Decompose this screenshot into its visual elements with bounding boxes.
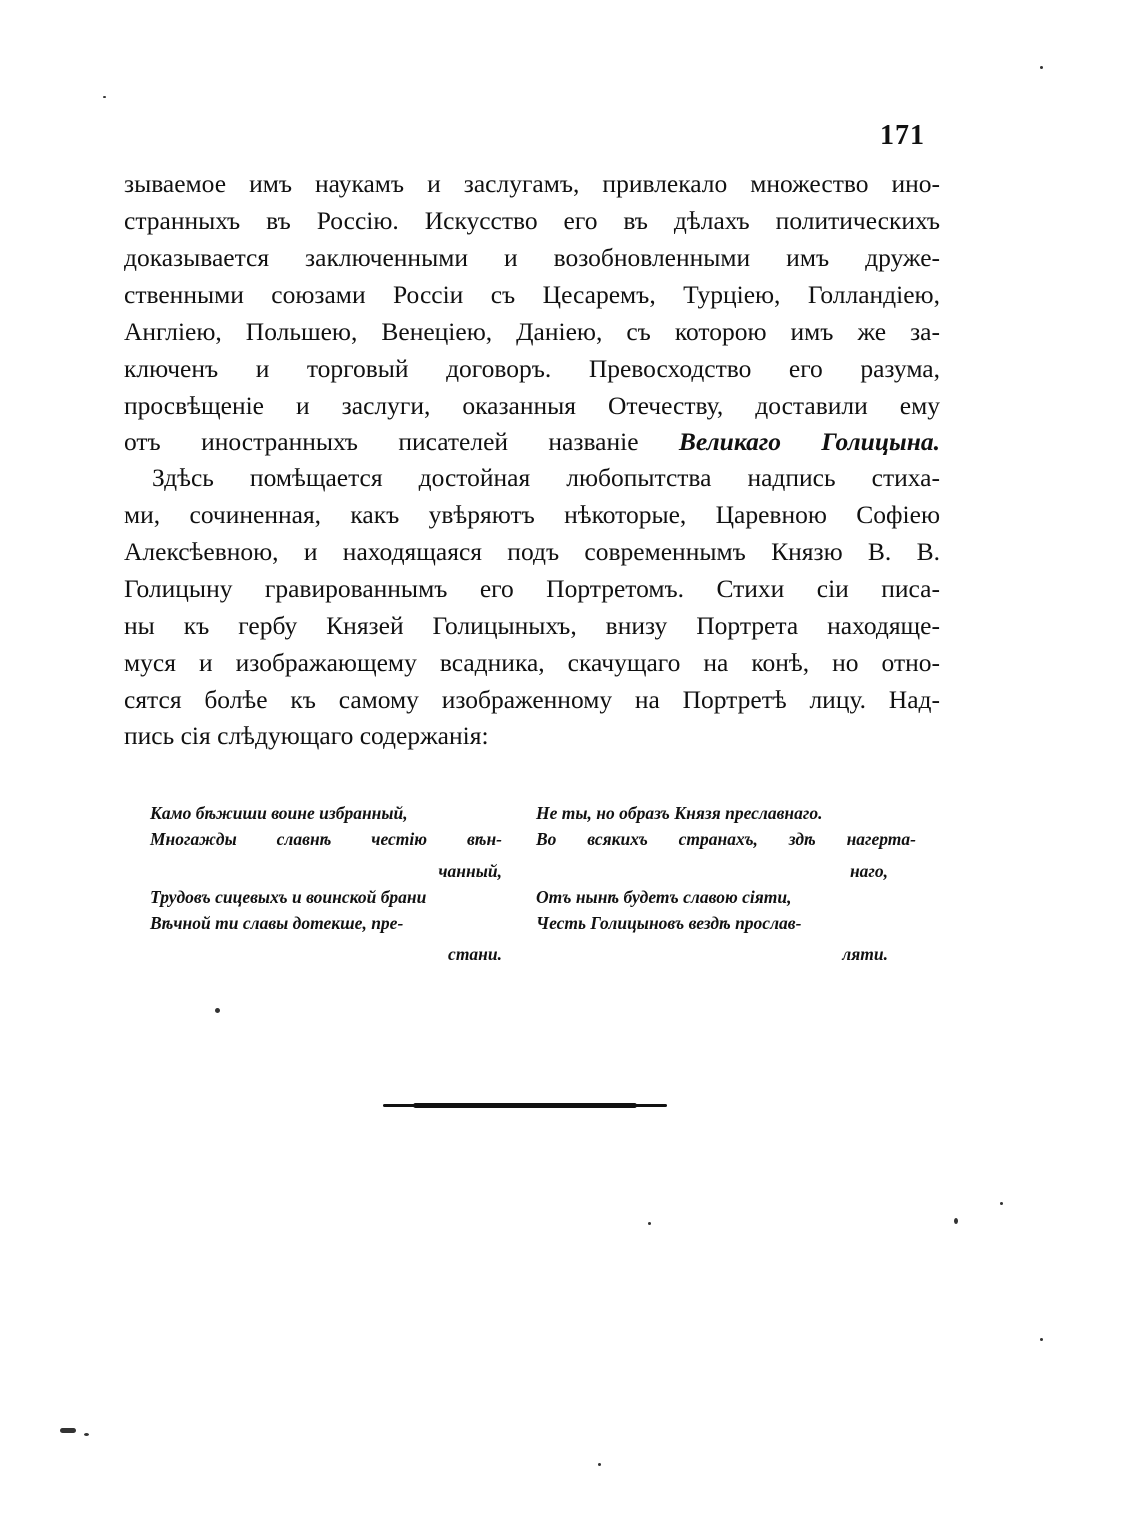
text-span: отъ иностранныхъ писателей названіе [124,427,639,456]
text-line: зываемое имъ наукамъ и заслугамъ, привлекало множество ино- [124,169,940,198]
scan-speck [598,1463,601,1466]
text-line [124,424,940,460]
text-line: доказывается заключенными и возобновленными имъ друже- [124,243,940,272]
scan-speck [215,1008,220,1013]
section-divider-rule [383,1104,667,1107]
page-number: 171 [880,120,925,151]
verse-line: Во всякихъ странахъ, здѣ нагерта- [536,829,916,849]
verse-line: наго, [849,861,888,881]
text-line: странныхъ въ Россію. Искусство его въ дѣлахъ политическихъ [124,206,940,235]
text-line: Здѣсь помѣщается достойная любопытства надпись стиха- [152,463,940,492]
text-line: ми, сочиненная, какъ увѣряютъ нѣкоторые, Царевною Софіею [124,500,940,529]
verse-line: чанный, [438,861,502,881]
text-line: Голицыну гравированнымъ его Портретомъ. Стихи сіи писа- [124,574,940,603]
scan-speck [103,96,106,98]
text-line: Алексѣевною, и находящаяся подъ современнымъ Князю В. В. [124,537,940,566]
verse-line: Камо бѣжиши воине избранный, [150,803,408,823]
text-line: ственными союзами Россіи съ Цесаремъ, Турціею, Голландіею, [124,280,940,309]
verse-line: Многажды славнѣ честію вѣн- [150,829,502,849]
text-line: ны къ гербу Князей Голицыныхъ, внизу Портрета находяще- [124,611,940,640]
verse-line: Честь Голицыновъ вездѣ прослав- [536,913,802,933]
text-line: просвѣщеніе и заслуги, оказанныя Отечеству, доставили ему [124,391,940,420]
scan-speck [648,1222,651,1225]
scan-speck [1040,66,1043,69]
text-line: сятся болѣе къ самому изображенному на Портретѣ лицу. Над- [124,685,940,714]
verse-line: Трудовъ сицевыхъ и воинской брани [150,887,427,907]
text-line: муся и изображающему всадника, скачущаго на конѣ, но отно- [124,648,940,677]
scan-speck [1040,1338,1043,1341]
scan-speck [1000,1202,1003,1205]
verse-line: Вѣчной ти славы дотекше, пре- [150,913,404,933]
verse-line: ляти. [842,944,888,964]
scan-speck [954,1218,958,1224]
text-line: Англіею, Польшею, Венеціею, Даніею, съ которою имъ же за- [124,317,940,346]
verse-line: Отъ нынѣ будетъ славою сіяти, [536,887,792,907]
scan-speck [84,1433,89,1436]
text-line: пись сія слѣдующаго содержанія: [124,721,489,750]
emphasized-name: Великаго Голицына. [678,427,940,456]
verse-line: Не ты, но образъ Князя преславнаго. [536,803,823,823]
verse-line: стани. [448,944,502,964]
scan-speck [60,1428,76,1433]
text-line: ключенъ и торговый договоръ. Превосходство его разума, [124,354,940,383]
